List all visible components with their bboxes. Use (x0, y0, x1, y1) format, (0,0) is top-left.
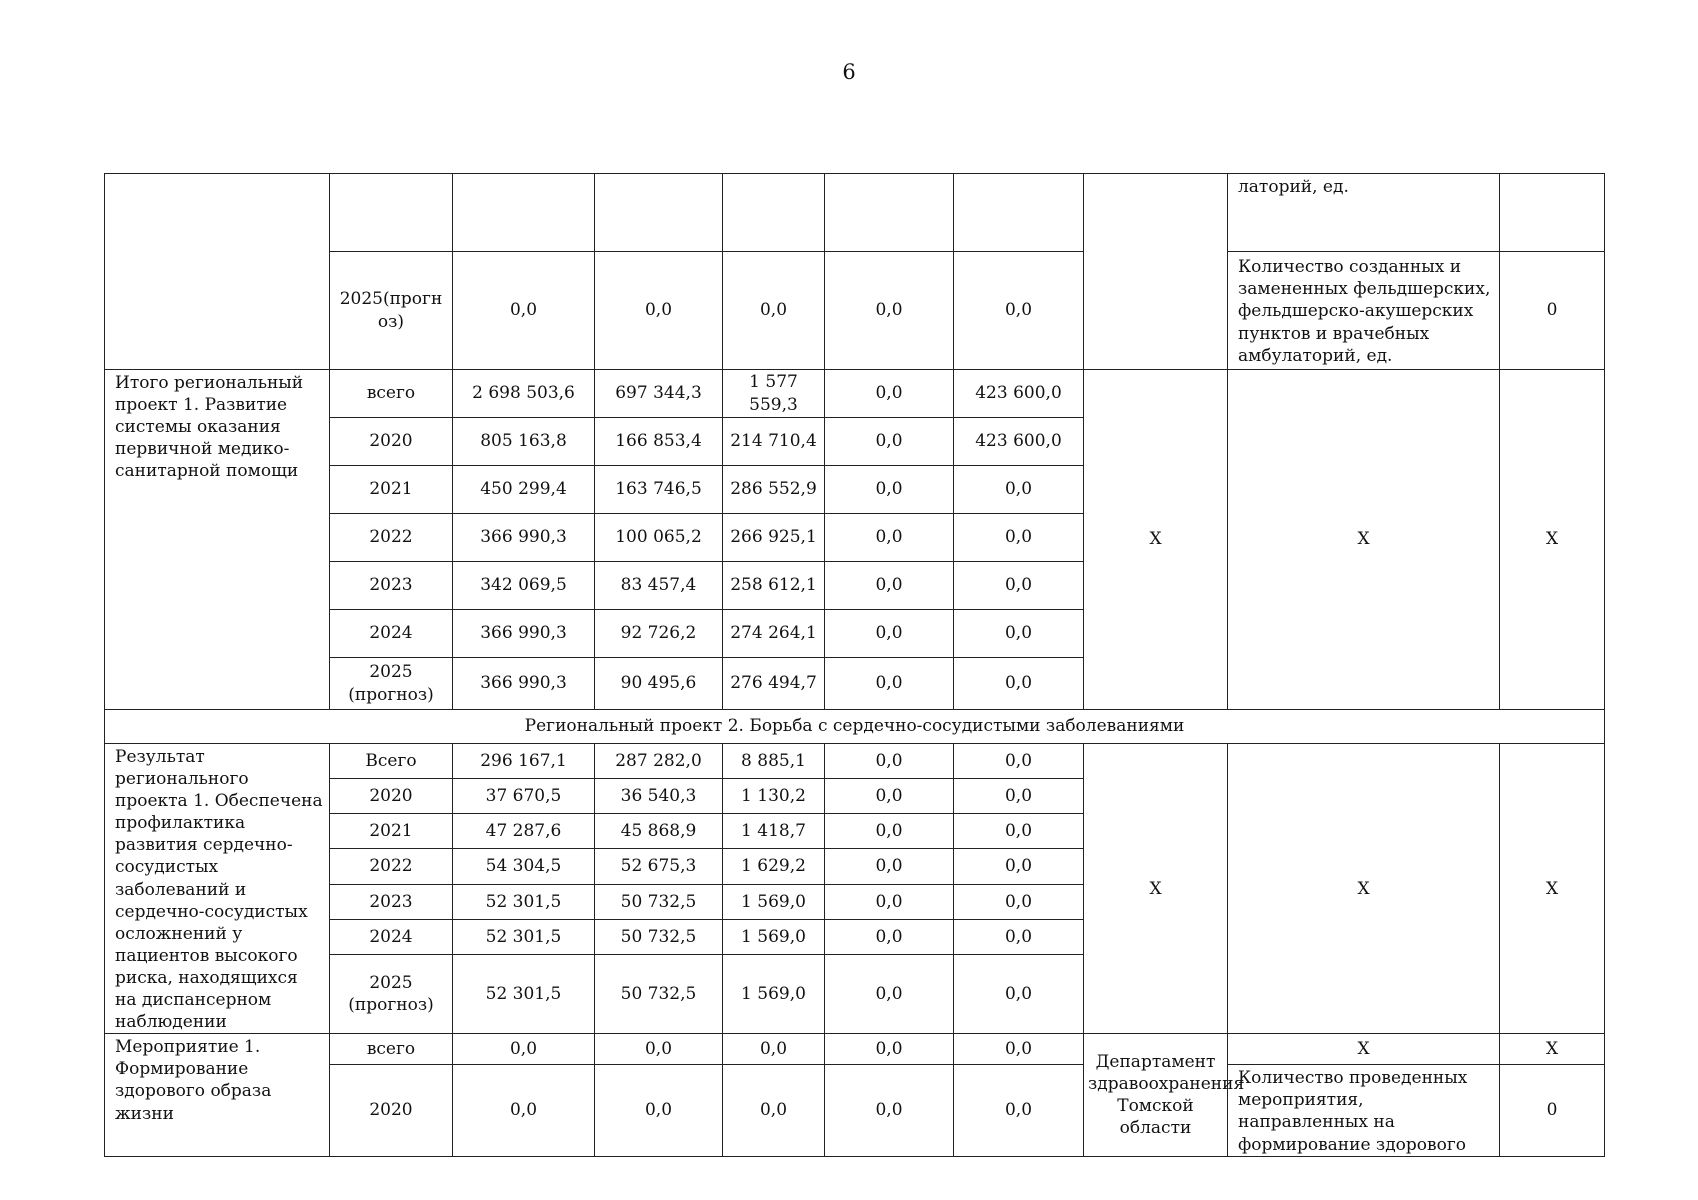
empty-cell (595, 174, 723, 252)
value-cell: 50 732,5 (595, 919, 723, 954)
value-cell: 0,0 (825, 562, 954, 610)
value-cell: 1 569,0 (723, 884, 825, 919)
value-cell: 52 301,5 (453, 884, 595, 919)
empty-cell (825, 174, 954, 252)
value-cell: 0,0 (954, 1065, 1084, 1156)
value-cell: 0,0 (595, 252, 723, 370)
program-table (104, 173, 1605, 1157)
value-cell: 36 540,3 (595, 779, 723, 814)
value-cell: 0,0 (825, 1034, 954, 1065)
year-cell: Всего (330, 744, 453, 779)
value-cell: 0,0 (723, 1034, 825, 1065)
empty-cell (954, 174, 1084, 252)
value-cell: 47 287,6 (453, 814, 595, 849)
value-cell: 1 629,2 (723, 849, 825, 884)
section-title: Региональный проект 2. Борьба с сердечно-сосудистыми заболеваниями (105, 710, 1605, 744)
year-cell: всего (330, 370, 453, 418)
value-cell: 0,0 (954, 466, 1084, 514)
x-cell: X (1228, 744, 1500, 1034)
table-row (105, 174, 1605, 252)
value-cell: 83 457,4 (595, 562, 723, 610)
value-cell: 0,0 (595, 1065, 723, 1156)
value-cell: 423 600,0 (954, 370, 1084, 418)
table-row (105, 744, 1605, 779)
value-cell: 100 065,2 (595, 514, 723, 562)
year-cell: 2022 (330, 849, 453, 884)
value-cell: 0,0 (954, 919, 1084, 954)
value-cell: 50 732,5 (595, 884, 723, 919)
value-cell: 0,0 (825, 954, 954, 1033)
value-cell: 0,0 (825, 610, 954, 658)
year-cell: 2024 (330, 919, 453, 954)
value-cell: 52 301,5 (453, 954, 595, 1033)
value-cell: 92 726,2 (595, 610, 723, 658)
year-cell: 2023 (330, 884, 453, 919)
year-cell: 2025 (прогноз) (330, 954, 453, 1033)
x-cell: X (1500, 370, 1605, 710)
indicator-continuation: латорий, ед. (1228, 174, 1500, 252)
value-cell: 423 600,0 (954, 418, 1084, 466)
value-cell: 0,0 (954, 1034, 1084, 1065)
table-row (105, 370, 1605, 418)
value-cell: 0,0 (954, 779, 1084, 814)
x-cell: X (1084, 744, 1228, 1034)
indicator-value-cell: 0 (1500, 1065, 1605, 1156)
result-label-cell: Результат регионального проекта 1. Обеспечена профилактика развития сердечно-сосудистых заболеваний и сердечно-сосудистых осложнений у пациентов высокого риска, находящихся на диспансерном наблюдении (105, 744, 330, 1034)
value-cell: 0,0 (954, 252, 1084, 370)
x-cell: X (1500, 1034, 1605, 1065)
value-cell: 366 990,3 (453, 610, 595, 658)
value-cell: 0,0 (453, 1034, 595, 1065)
value-cell: 0,0 (825, 466, 954, 514)
value-cell: 8 885,1 (723, 744, 825, 779)
year-cell: 2021 (330, 814, 453, 849)
value-cell: 266 925,1 (723, 514, 825, 562)
value-cell: 0,0 (954, 954, 1084, 1033)
year-cell: 2025 (прогноз) (330, 658, 453, 710)
empty-cell (453, 174, 595, 252)
x-cell: X (1228, 1034, 1500, 1065)
year-cell: 2020 (330, 418, 453, 466)
value-cell: 1 130,2 (723, 779, 825, 814)
value-cell: 0,0 (595, 1034, 723, 1065)
value-cell: 0,0 (954, 562, 1084, 610)
value-cell: 214 710,4 (723, 418, 825, 466)
value-cell: 0,0 (453, 252, 595, 370)
year-cell: 2020 (330, 779, 453, 814)
value-cell: 366 990,3 (453, 514, 595, 562)
indicator-cell: Количество проведенных мероприятия, направленных на формирование здорового (1228, 1065, 1500, 1156)
value-cell: 0,0 (825, 919, 954, 954)
value-cell: 0,0 (954, 849, 1084, 884)
value-cell: 0,0 (723, 1065, 825, 1156)
value-cell: 286 552,9 (723, 466, 825, 514)
value-cell: 163 746,5 (595, 466, 723, 514)
empty-label-cell (105, 174, 330, 370)
value-cell: 0,0 (954, 514, 1084, 562)
value-cell: 1 577 559,3 (723, 370, 825, 418)
year-cell: 2021 (330, 466, 453, 514)
year-cell: 2023 (330, 562, 453, 610)
empty-cell (330, 174, 453, 252)
year-cell: 2024 (330, 610, 453, 658)
value-cell: 366 990,3 (453, 658, 595, 710)
page-number: 6 (842, 60, 856, 84)
value-cell: 274 264,1 (723, 610, 825, 658)
value-cell: 258 612,1 (723, 562, 825, 610)
value-cell: 0,0 (825, 252, 954, 370)
value-cell: 0,0 (825, 418, 954, 466)
responsible-cell: Департамент здравоохранения Томской области (1084, 1034, 1228, 1156)
empty-cell (723, 174, 825, 252)
value-cell: 0,0 (825, 514, 954, 562)
value-cell: 450 299,4 (453, 466, 595, 514)
value-cell: 0,0 (825, 744, 954, 779)
value-cell: 342 069,5 (453, 562, 595, 610)
value-cell: 50 732,5 (595, 954, 723, 1033)
table-row (105, 1034, 1605, 1065)
value-cell: 0,0 (825, 1065, 954, 1156)
value-cell: 1 418,7 (723, 814, 825, 849)
indicator-value-cell: 0 (1500, 252, 1605, 370)
value-cell: 90 495,6 (595, 658, 723, 710)
table-row (105, 252, 1605, 370)
x-cell: X (1084, 370, 1228, 710)
value-cell: 296 167,1 (453, 744, 595, 779)
value-cell: 0,0 (825, 814, 954, 849)
year-cell: 2020 (330, 1065, 453, 1156)
value-cell: 0,0 (825, 849, 954, 884)
value-cell: 0,0 (825, 779, 954, 814)
value-cell: 0,0 (954, 744, 1084, 779)
empty-cell (1500, 174, 1605, 252)
value-cell: 54 304,5 (453, 849, 595, 884)
value-cell: 2 698 503,6 (453, 370, 595, 418)
value-cell: 287 282,0 (595, 744, 723, 779)
table-row (105, 1065, 1605, 1156)
value-cell: 0,0 (453, 1065, 595, 1156)
value-cell: 0,0 (954, 884, 1084, 919)
measure-label-cell: Мероприятие 1. Формирование здорового образа жизни (105, 1034, 330, 1156)
value-cell: 697 344,3 (595, 370, 723, 418)
value-cell: 0,0 (723, 252, 825, 370)
x-cell: X (1228, 370, 1500, 710)
value-cell: 0,0 (825, 370, 954, 418)
empty-responsible-cell (1084, 174, 1228, 370)
value-cell: 805 163,8 (453, 418, 595, 466)
indicator-cell: Количество созданных и замененных фельдшерских, фельдшерско-акушерских пунктов и врачебных амбулаторий, ед. (1228, 252, 1500, 370)
itogo-label-cell: Итого региональный проект 1. Развитие системы оказания первичной медико-санитарной помощи (105, 370, 330, 710)
value-cell: 45 868,9 (595, 814, 723, 849)
value-cell: 52 301,5 (453, 919, 595, 954)
value-cell: 52 675,3 (595, 849, 723, 884)
value-cell: 0,0 (825, 658, 954, 710)
value-cell: 1 569,0 (723, 954, 825, 1033)
value-cell: 0,0 (825, 884, 954, 919)
value-cell: 0,0 (954, 814, 1084, 849)
x-cell: X (1500, 744, 1605, 1034)
value-cell: 0,0 (954, 610, 1084, 658)
value-cell: 0,0 (954, 658, 1084, 710)
table-row (105, 710, 1605, 744)
year-cell: всего (330, 1034, 453, 1065)
year-cell: 2025(прогн оз) (330, 252, 453, 370)
value-cell: 1 569,0 (723, 919, 825, 954)
year-cell: 2022 (330, 514, 453, 562)
value-cell: 37 670,5 (453, 779, 595, 814)
value-cell: 276 494,7 (723, 658, 825, 710)
value-cell: 166 853,4 (595, 418, 723, 466)
